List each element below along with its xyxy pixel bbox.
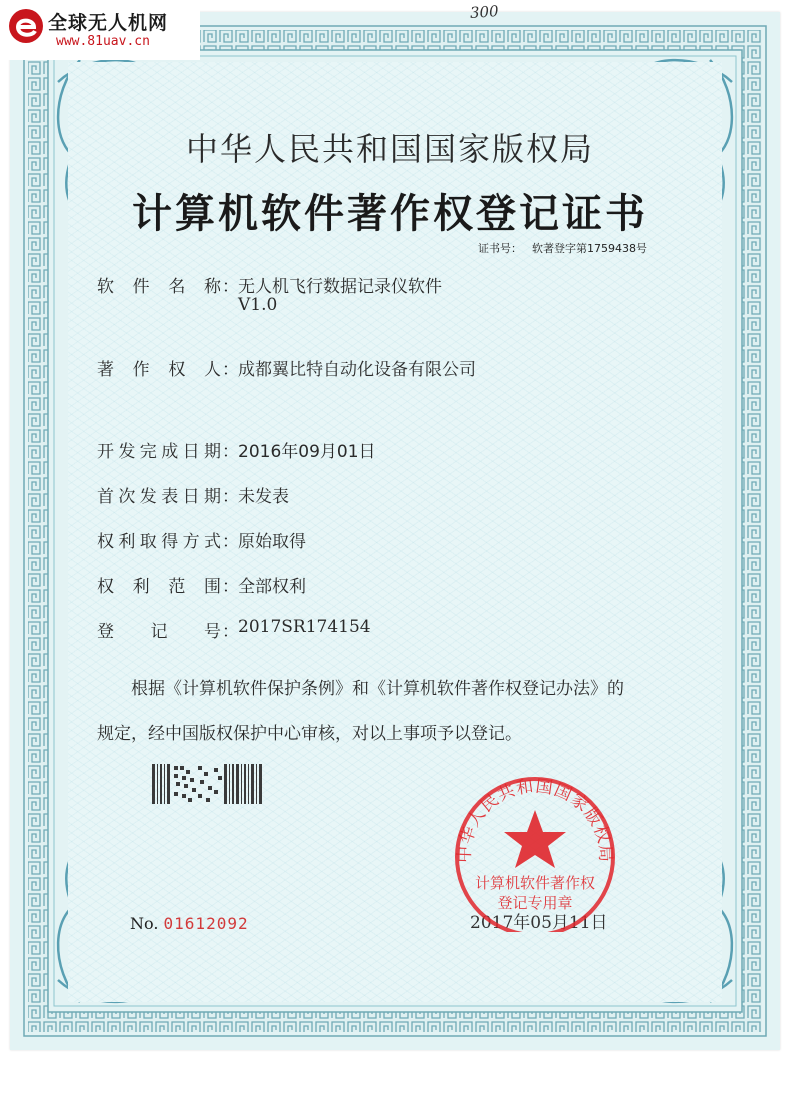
statement-line-1: 根据《计算机软件保护条例》和《计算机软件著作权登记办法》的 (131, 679, 624, 699)
field-label-software-name: 软 件 名 称 (97, 277, 221, 297)
e-logo-icon (6, 6, 46, 46)
star-icon (504, 810, 566, 868)
field-value-registration-no: 2017SR174154 (238, 617, 371, 637)
issuer-title: 中华人民共和国国家版权局 (185, 130, 594, 168)
certificate-number (478, 240, 647, 256)
cert-no-value: 软著登字第1759438号 (532, 242, 647, 255)
field-value-first-publish-date: 未发表 (238, 487, 289, 507)
cert-no-label: 证书号： (478, 242, 522, 255)
handwritten-note: 300 (469, 2, 500, 22)
seal-ring-text: 中华人民共和国国家版权局 (454, 776, 616, 864)
serial-value: 01612092 (163, 914, 249, 933)
field-value-version: V1.0 (238, 295, 278, 315)
field-colon: ： (222, 577, 239, 597)
serial-number (130, 914, 249, 933)
watermark-url: www.81uav.cn (56, 34, 150, 49)
field-value-software-name: 无人机飞行数据记录仪软件 (238, 277, 442, 297)
field-label-first-publish-date: 首次发表日期 (97, 487, 221, 507)
field-label-completion-date: 开发完成日期 (97, 442, 221, 462)
field-colon: ： (222, 622, 239, 642)
field-value-rights-scope: 全部权利 (238, 577, 306, 597)
site-watermark (0, 0, 200, 60)
field-colon: ： (222, 442, 239, 462)
field-colon: ： (222, 487, 239, 507)
certificate-title: 计算机软件著作权登记证书 (132, 191, 648, 237)
issue-date: 2017年05月11日 (470, 913, 608, 933)
seal-line-1: 计算机软件著作权 (474, 874, 596, 892)
field-label-acquisition-method: 权利取得方式 (97, 532, 221, 552)
field-colon: ： (222, 532, 239, 552)
field-label-copyright-owner: 著 作 权 人 (97, 360, 221, 380)
field-label-rights-scope: 权 利 范 围 (97, 577, 221, 597)
field-label-registration-no: 登 记 号 (97, 622, 221, 642)
field-colon: ： (222, 360, 239, 380)
field-colon: ： (222, 277, 239, 297)
field-value-acquisition-method: 原始取得 (238, 532, 306, 552)
field-value-copyright-owner: 成都翼比特自动化设备有限公司 (238, 360, 476, 380)
watermark-title: 全球无人机网 (48, 12, 169, 34)
field-value-completion-date: 2016年09月01日 (238, 442, 376, 462)
official-seal (440, 762, 630, 932)
serial-prefix: No. (130, 914, 159, 933)
statement-line-2: 规定，经中国版权保护中心审核，对以上事项予以登记。 (97, 724, 522, 744)
barcode-2d (152, 764, 264, 804)
seal-line-2: 登记专用章 (497, 894, 573, 912)
